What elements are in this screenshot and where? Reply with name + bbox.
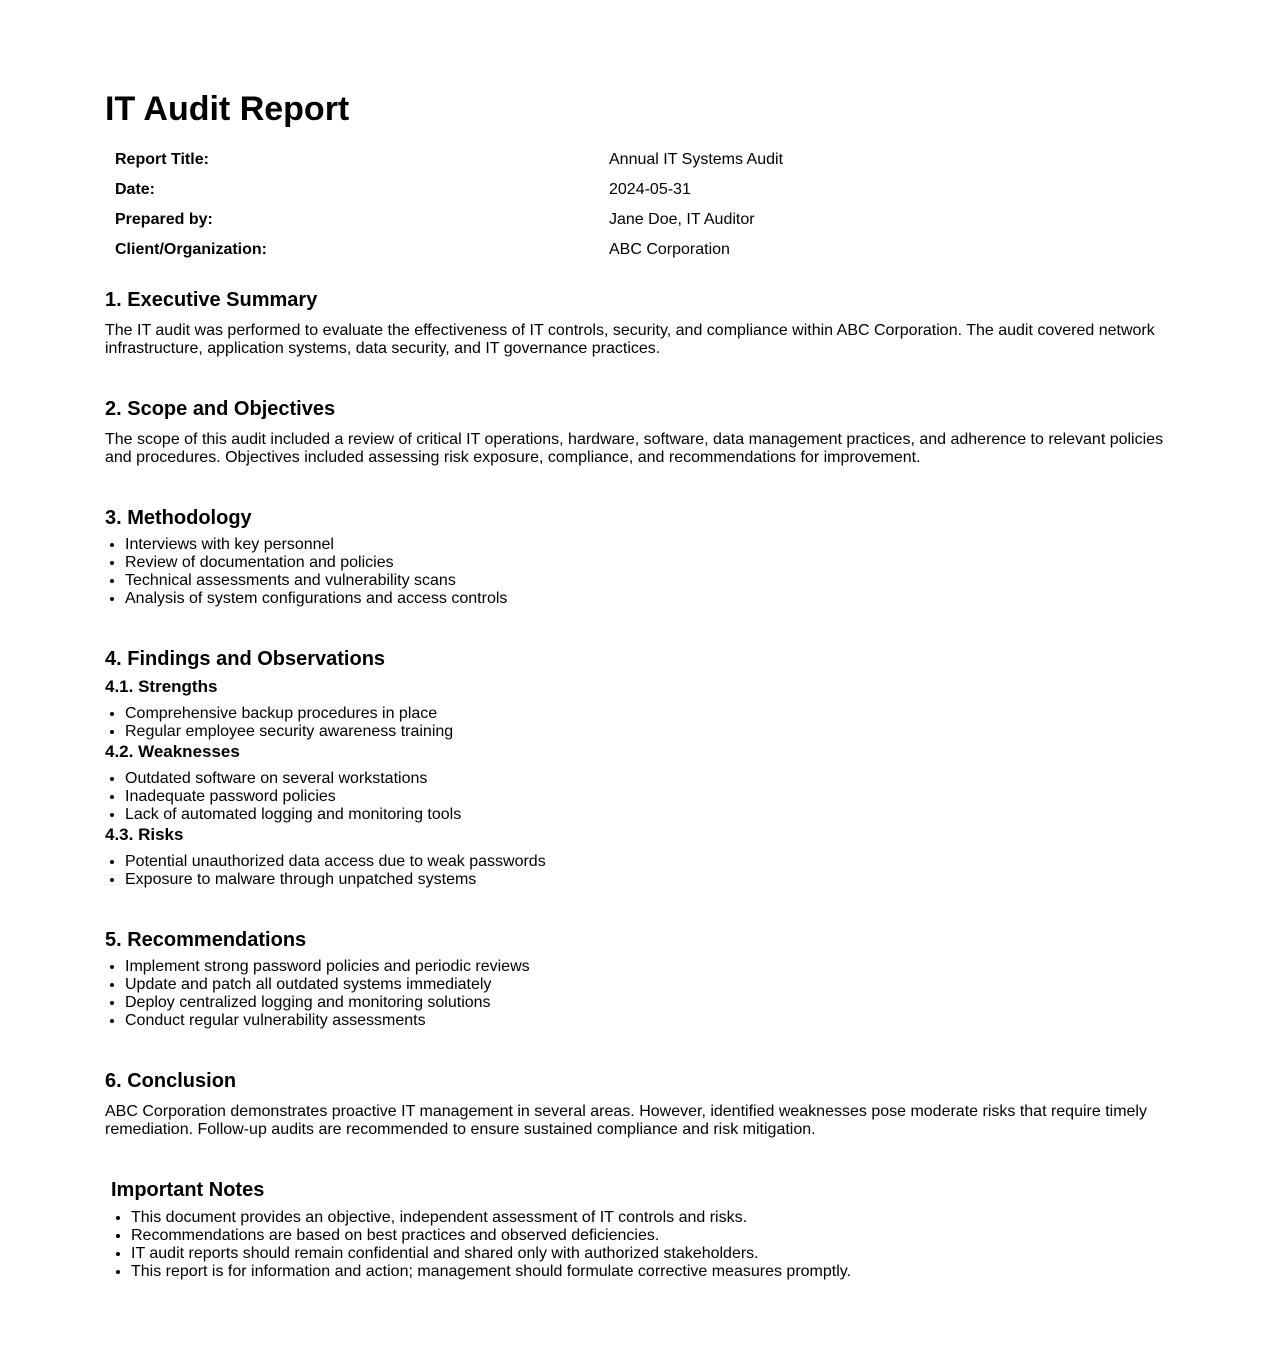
- list-item: • Lack of automated logging and monitoring tools: [125, 806, 1165, 824]
- list-item: • Recommendations are based on best practices and observed deficiencies.: [131, 1227, 1165, 1245]
- weaknesses-list: [105, 770, 1165, 824]
- list-item: • Analysis of system configurations and access controls: [125, 590, 1165, 608]
- meta-value: Annual IT Systems Audit: [609, 151, 784, 168]
- page-title: IT Audit Report: [105, 90, 350, 128]
- section-heading: 6. Conclusion: [105, 1070, 237, 1092]
- meta-row: [115, 175, 1009, 205]
- list-item: • Implement strong password policies and periodic reviews: [125, 958, 1165, 976]
- section-heading: 2. Scope and Objectives: [105, 398, 336, 420]
- section-heading: Important Notes: [111, 1179, 265, 1201]
- list-item: • Potential unauthorized data access due to weak passwords: [125, 853, 1165, 871]
- important-notes-section: [111, 1177, 1165, 1281]
- list-item: • Conduct regular vulnerability assessments: [125, 1012, 1165, 1030]
- meta-label: Date:: [115, 181, 156, 198]
- meta-value: ABC Corporation: [609, 241, 730, 258]
- section-paragraph: The IT audit was performed to evaluate the effectiveness of IT controls, security, and compliance within ABC Corporation. The audit covered network infrastructure, application systems, data security, and IT governance practices.: [105, 322, 1155, 357]
- recommendations-section: [105, 927, 1165, 1030]
- section-paragraph: ABC Corporation demonstrates proactive IT management in several areas. However, identified weaknesses pose moderate risks that require timely remediation. Follow-up audits are recommended to ensure sustained compliance and risk mitigation.: [105, 1103, 1147, 1138]
- list-item: • Inadequate password policies: [125, 788, 1165, 806]
- subsection-heading-weaknesses: 4.2. Weaknesses: [105, 742, 240, 761]
- list-item: • Comprehensive backup procedures in place: [125, 705, 1165, 723]
- conclusion-section: [105, 1068, 1165, 1139]
- section-heading: 5. Recommendations: [105, 929, 307, 951]
- list-item: • Update and patch all outdated systems immediately: [125, 976, 1165, 994]
- meta-value: 2024-05-31: [609, 181, 691, 198]
- section-paragraph: The scope of this audit included a review of critical IT operations, hardware, software, data management practices, and adherence to relevant policies and procedures. Objectives included assessing risk exposure, compliance, and recommendations for improvement.: [105, 431, 1164, 466]
- notes-list: [111, 1209, 1165, 1281]
- list-item: • Deploy centralized logging and monitoring solutions: [125, 994, 1165, 1012]
- meta-value: Jane Doe, IT Auditor: [609, 211, 755, 228]
- methodology-list: [105, 536, 1165, 608]
- meta-row: [115, 205, 1009, 235]
- report-meta-table: [115, 145, 1009, 265]
- meta-row: [115, 235, 1009, 265]
- list-item: • Technical assessments and vulnerability scans: [125, 572, 1165, 590]
- list-item: • Interviews with key personnel: [125, 536, 1165, 554]
- methodology-section: [105, 505, 1165, 608]
- meta-label: Client/Organization:: [115, 241, 267, 258]
- findings-section: [105, 646, 1165, 889]
- executive-summary-section: [105, 287, 1165, 358]
- list-item: • This report is for information and action; management should formulate corrective measures promptly.: [131, 1263, 1165, 1281]
- report-page: [105, 88, 1165, 1281]
- section-heading: 4. Findings and Observations: [105, 648, 386, 670]
- list-item: • Exposure to malware through unpatched systems: [125, 871, 1165, 889]
- list-item: • Regular employee security awareness training: [125, 723, 1165, 741]
- section-heading: 3. Methodology: [105, 507, 252, 529]
- scope-section: [105, 396, 1165, 467]
- list-item: • IT audit reports should remain confidential and shared only with authorized stakeholders.: [131, 1245, 1165, 1263]
- section-heading: 1. Executive Summary: [105, 289, 318, 311]
- recommendations-list: [105, 958, 1165, 1030]
- subsection-heading-strengths: 4.1. Strengths: [105, 677, 218, 696]
- meta-label: Report Title:: [115, 151, 209, 168]
- meta-row: [115, 145, 1009, 175]
- strengths-list: [105, 705, 1165, 741]
- risks-list: [105, 853, 1165, 889]
- meta-label: Prepared by:: [115, 211, 213, 228]
- list-item: • Review of documentation and policies: [125, 554, 1165, 572]
- list-item: • Outdated software on several workstations: [125, 770, 1165, 788]
- list-item: • This document provides an objective, independent assessment of IT controls and risks.: [131, 1209, 1165, 1227]
- subsection-heading-risks: 4.3. Risks: [105, 825, 184, 844]
